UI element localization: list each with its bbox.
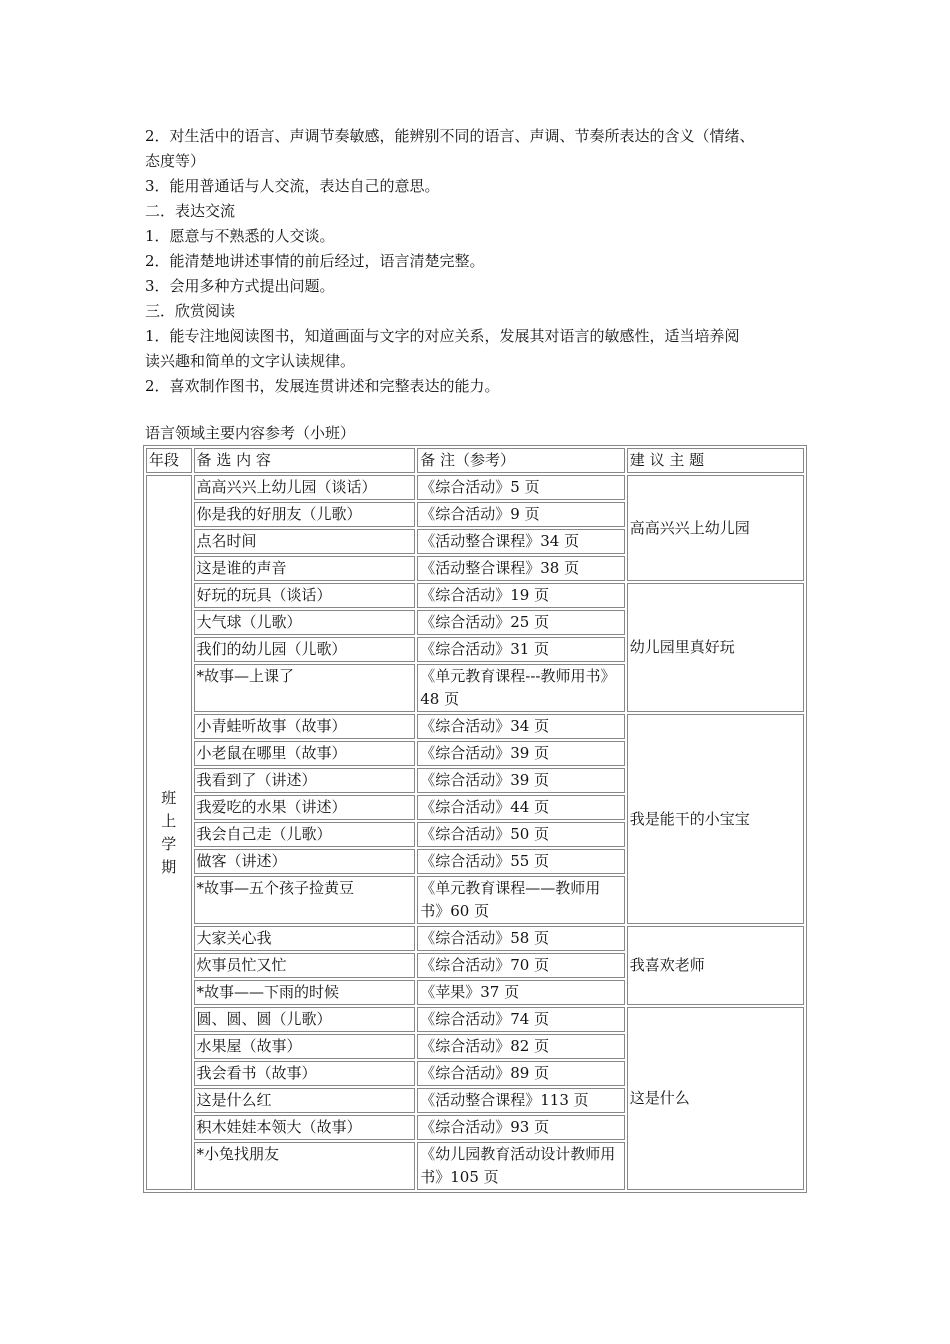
content-cell: 炊事员忙又忙 [194,953,416,978]
paragraph: 2．对生活中的语言、声调节奏敏感，能辨别不同的语言、声调、节奏所表达的含义（情绪、 [145,127,755,145]
note-cell: 《综合活动》58 页 [417,926,625,951]
note-cell: 《幼儿园教育活动设计教师用书》105 页 [417,1142,625,1190]
note-cell: 《综合活动》9 页 [417,502,625,527]
paragraph: 2．能清楚地讲述事情的前后经过，语言清楚完整。 [145,252,485,270]
note-cell: 《综合活动》82 页 [417,1034,625,1059]
note-cell: 《综合活动》55 页 [417,849,625,874]
note-cell: 《综合活动》50 页 [417,822,625,847]
content-cell: 圆、圆、圆（儿歌） [194,1007,416,1032]
paragraph: 3．会用多种方式提出问题。 [145,277,335,295]
table-row [146,475,804,500]
content-cell: 我们的幼儿园（儿歌） [194,637,416,662]
header-content: 备 选 内 容 [194,448,416,473]
content-cell: 我会看书（故事） [194,1061,416,1086]
content-cell: 积木娃娃本领大（故事） [194,1115,416,1140]
content-cell: *故事—上课了 [194,664,416,712]
table-row [146,1007,804,1032]
note-cell: 《综合活动》5 页 [417,475,625,500]
paragraph: 2．喜欢制作图书，发展连贯讲述和完整表达的能力。 [145,377,500,395]
note-cell: 《综合活动》39 页 [417,741,625,766]
paragraph: 1．能专注地阅读图书，知道画面与文字的对应关系，发展其对语言的敏感性，适当培养阅 [145,327,740,345]
goals-text [145,124,810,399]
note-cell: 《综合活动》74 页 [417,1007,625,1032]
header-theme: 建 议 主 题 [627,448,804,473]
content-cell: 我会自己走（儿歌） [194,822,416,847]
table-row [146,583,804,608]
content-cell: *故事—五个孩子捡黄豆 [194,876,416,924]
content-cell: 做客（讲述） [194,849,416,874]
content-cell: *小兔找朋友 [194,1142,416,1190]
paragraph: 态度等） [145,152,206,170]
content-table [143,445,807,1193]
content-cell: 大家关心我 [194,926,416,951]
note-cell: 《综合活动》19 页 [417,583,625,608]
content-cell: 小青蛙听故事（故事） [194,714,416,739]
grade-char: 上 [161,811,177,830]
note-cell: 《活动整合课程》113 页 [417,1088,625,1113]
theme-cell: 高高兴兴上幼儿园 [627,475,804,581]
table-header-row [146,448,804,473]
content-cell: 高高兴兴上幼儿园（谈话） [194,475,416,500]
content-cell: 水果屋（故事） [194,1034,416,1059]
table-row [146,926,804,951]
content-cell: 点名时间 [194,529,416,554]
grade-cell [146,475,192,1190]
note-cell: 《综合活动》39 页 [417,768,625,793]
table-caption: 语言领域主要内容参考（小班） [145,424,356,442]
theme-cell: 这是什么 [627,1007,804,1190]
content-cell: 我爱吃的水果（讲述） [194,795,416,820]
content-cell: 好玩的玩具（谈话） [194,583,416,608]
paragraph: 1．愿意与不熟悉的人交谈。 [145,227,335,245]
content-cell: 我看到了（讲述） [194,768,416,793]
note-cell: 《活动整合课程》38 页 [417,556,625,581]
theme-cell: 幼儿园里真好玩 [627,583,804,712]
content-cell: 这是谁的声音 [194,556,416,581]
grade-char: 班 [161,788,177,807]
content-cell: 这是什么红 [194,1088,416,1113]
note-cell: 《综合活动》44 页 [417,795,625,820]
note-cell: 《单元教育课程——教师用书》60 页 [417,876,625,924]
note-cell: 《单元教育课程---教师用书》48 页 [417,664,625,712]
content-cell: 小老鼠在哪里（故事） [194,741,416,766]
header-note: 备 注（参考） [417,448,625,473]
grade-char: 期 [161,857,177,876]
header-grade: 年段 [146,448,192,473]
section-heading: 二．表达交流 [145,202,236,220]
note-cell: 《综合活动》25 页 [417,610,625,635]
note-cell: 《综合活动》34 页 [417,714,625,739]
theme-cell: 我喜欢老师 [627,926,804,1005]
section-heading: 三．欣赏阅读 [145,302,236,320]
note-cell: 《苹果》37 页 [417,980,625,1005]
table-row [146,714,804,739]
note-cell: 《综合活动》93 页 [417,1115,625,1140]
note-cell: 《综合活动》70 页 [417,953,625,978]
paragraph: 3．能用普通话与人交流，表达自己的意思。 [145,177,440,195]
content-cell: 大气球（儿歌） [194,610,416,635]
note-cell: 《综合活动》31 页 [417,637,625,662]
paragraph: 读兴趣和简单的文字认读规律。 [145,352,356,370]
content-cell: *故事——下雨的时候 [194,980,416,1005]
note-cell: 《综合活动》89 页 [417,1061,625,1086]
grade-char: 学 [161,834,177,853]
theme-cell: 我是能干的小宝宝 [627,714,804,924]
note-cell: 《活动整合课程》34 页 [417,529,625,554]
content-cell: 你是我的好朋友（儿歌） [194,502,416,527]
